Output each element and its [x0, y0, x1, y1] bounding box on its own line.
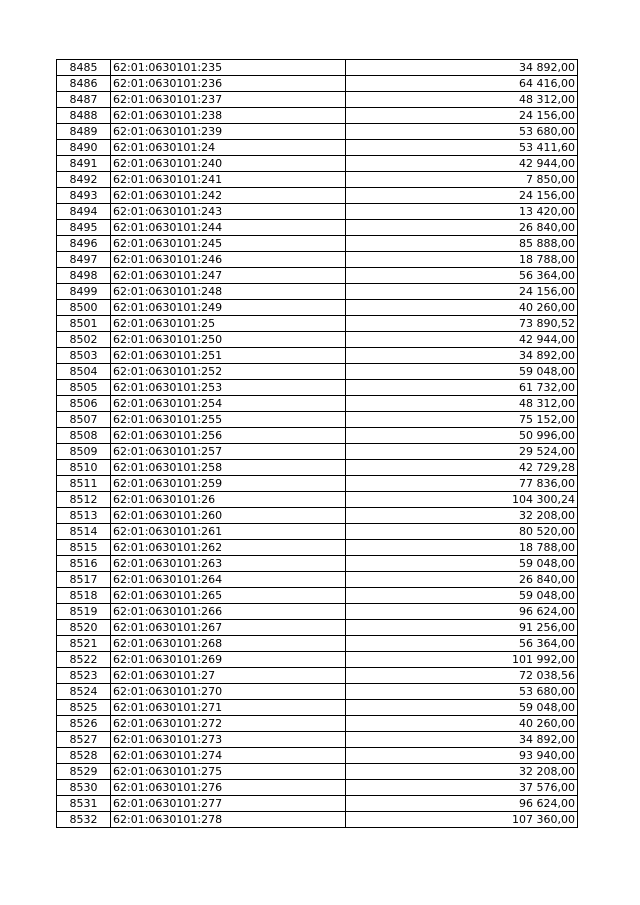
value-cell: 13 420,00	[346, 204, 578, 220]
cadastral-number-cell: 62:01:0630101:240	[111, 156, 346, 172]
table-row	[57, 444, 578, 460]
cadastral-value-table	[56, 59, 578, 828]
value-cell: 48 312,00	[346, 396, 578, 412]
row-number-cell: 8498	[57, 268, 111, 284]
table-row	[57, 716, 578, 732]
table-row	[57, 92, 578, 108]
row-number-cell: 8503	[57, 348, 111, 364]
table-row	[57, 572, 578, 588]
table-row	[57, 428, 578, 444]
table-row	[57, 652, 578, 668]
value-cell: 93 940,00	[346, 748, 578, 764]
table-row	[57, 236, 578, 252]
cadastral-number-cell: 62:01:0630101:276	[111, 780, 346, 796]
document-page	[56, 59, 577, 828]
cadastral-number-cell: 62:01:0630101:243	[111, 204, 346, 220]
value-cell: 53 680,00	[346, 684, 578, 700]
value-cell: 50 996,00	[346, 428, 578, 444]
table-row	[57, 492, 578, 508]
table-row	[57, 60, 578, 76]
value-cell: 42 944,00	[346, 156, 578, 172]
value-cell: 7 850,00	[346, 172, 578, 188]
cadastral-number-cell: 62:01:0630101:256	[111, 428, 346, 444]
cadastral-number-cell: 62:01:0630101:262	[111, 540, 346, 556]
table-row	[57, 396, 578, 412]
row-number-cell: 8488	[57, 108, 111, 124]
value-cell: 34 892,00	[346, 348, 578, 364]
value-cell: 77 836,00	[346, 476, 578, 492]
value-cell: 24 156,00	[346, 108, 578, 124]
row-number-cell: 8497	[57, 252, 111, 268]
table-row	[57, 268, 578, 284]
value-cell: 34 892,00	[346, 60, 578, 76]
row-number-cell: 8514	[57, 524, 111, 540]
value-cell: 96 624,00	[346, 604, 578, 620]
cadastral-number-cell: 62:01:0630101:236	[111, 76, 346, 92]
row-number-cell: 8509	[57, 444, 111, 460]
value-cell: 24 156,00	[346, 284, 578, 300]
cadastral-number-cell: 62:01:0630101:264	[111, 572, 346, 588]
row-number-cell: 8487	[57, 92, 111, 108]
table-row	[57, 380, 578, 396]
row-number-cell: 8494	[57, 204, 111, 220]
value-cell: 80 520,00	[346, 524, 578, 540]
cadastral-number-cell: 62:01:0630101:252	[111, 364, 346, 380]
cadastral-number-cell: 62:01:0630101:235	[111, 60, 346, 76]
cadastral-number-cell: 62:01:0630101:238	[111, 108, 346, 124]
table-row	[57, 748, 578, 764]
row-number-cell: 8512	[57, 492, 111, 508]
row-number-cell: 8523	[57, 668, 111, 684]
table-row	[57, 412, 578, 428]
cadastral-number-cell: 62:01:0630101:260	[111, 508, 346, 524]
table-row	[57, 604, 578, 620]
cadastral-number-cell: 62:01:0630101:274	[111, 748, 346, 764]
table-row	[57, 124, 578, 140]
value-cell: 18 788,00	[346, 252, 578, 268]
table-row	[57, 316, 578, 332]
table-row	[57, 636, 578, 652]
cadastral-number-cell: 62:01:0630101:277	[111, 796, 346, 812]
row-number-cell: 8490	[57, 140, 111, 156]
table-row	[57, 300, 578, 316]
cadastral-number-cell: 62:01:0630101:263	[111, 556, 346, 572]
table-row	[57, 700, 578, 716]
value-cell: 107 360,00	[346, 812, 578, 828]
cadastral-number-cell: 62:01:0630101:268	[111, 636, 346, 652]
table-row	[57, 540, 578, 556]
value-cell: 64 416,00	[346, 76, 578, 92]
cadastral-number-cell: 62:01:0630101:25	[111, 316, 346, 332]
cadastral-number-cell: 62:01:0630101:273	[111, 732, 346, 748]
cadastral-number-cell: 62:01:0630101:237	[111, 92, 346, 108]
value-cell: 42 944,00	[346, 332, 578, 348]
table-row	[57, 204, 578, 220]
cadastral-number-cell: 62:01:0630101:246	[111, 252, 346, 268]
table-row	[57, 364, 578, 380]
cadastral-number-cell: 62:01:0630101:251	[111, 348, 346, 364]
table-row	[57, 684, 578, 700]
cadastral-number-cell: 62:01:0630101:267	[111, 620, 346, 636]
row-number-cell: 8505	[57, 380, 111, 396]
cadastral-number-cell: 62:01:0630101:258	[111, 460, 346, 476]
row-number-cell: 8521	[57, 636, 111, 652]
value-cell: 53 680,00	[346, 124, 578, 140]
table-row	[57, 188, 578, 204]
row-number-cell: 8499	[57, 284, 111, 300]
cadastral-number-cell: 62:01:0630101:255	[111, 412, 346, 428]
row-number-cell: 8525	[57, 700, 111, 716]
cadastral-number-cell: 62:01:0630101:259	[111, 476, 346, 492]
value-cell: 72 038,56	[346, 668, 578, 684]
cadastral-number-cell: 62:01:0630101:261	[111, 524, 346, 540]
cadastral-number-cell: 62:01:0630101:27	[111, 668, 346, 684]
cadastral-number-cell: 62:01:0630101:241	[111, 172, 346, 188]
table-row	[57, 796, 578, 812]
value-cell: 32 208,00	[346, 508, 578, 524]
cadastral-number-cell: 62:01:0630101:257	[111, 444, 346, 460]
cadastral-number-cell: 62:01:0630101:248	[111, 284, 346, 300]
row-number-cell: 8511	[57, 476, 111, 492]
row-number-cell: 8530	[57, 780, 111, 796]
table-row	[57, 524, 578, 540]
value-cell: 104 300,24	[346, 492, 578, 508]
table-row	[57, 76, 578, 92]
cadastral-number-cell: 62:01:0630101:253	[111, 380, 346, 396]
value-cell: 59 048,00	[346, 700, 578, 716]
row-number-cell: 8529	[57, 764, 111, 780]
value-cell: 61 732,00	[346, 380, 578, 396]
value-cell: 48 312,00	[346, 92, 578, 108]
value-cell: 24 156,00	[346, 188, 578, 204]
value-cell: 34 892,00	[346, 732, 578, 748]
row-number-cell: 8518	[57, 588, 111, 604]
value-cell: 26 840,00	[346, 572, 578, 588]
row-number-cell: 8527	[57, 732, 111, 748]
table-row	[57, 172, 578, 188]
row-number-cell: 8496	[57, 236, 111, 252]
row-number-cell: 8519	[57, 604, 111, 620]
table-row	[57, 252, 578, 268]
row-number-cell: 8491	[57, 156, 111, 172]
row-number-cell: 8501	[57, 316, 111, 332]
table-row	[57, 140, 578, 156]
cadastral-number-cell: 62:01:0630101:250	[111, 332, 346, 348]
row-number-cell: 8532	[57, 812, 111, 828]
row-number-cell: 8524	[57, 684, 111, 700]
value-cell: 59 048,00	[346, 556, 578, 572]
table-row	[57, 556, 578, 572]
row-number-cell: 8522	[57, 652, 111, 668]
cadastral-number-cell: 62:01:0630101:242	[111, 188, 346, 204]
value-cell: 96 624,00	[346, 796, 578, 812]
value-cell: 40 260,00	[346, 716, 578, 732]
table-row	[57, 668, 578, 684]
cadastral-number-cell: 62:01:0630101:266	[111, 604, 346, 620]
value-cell: 73 890,52	[346, 316, 578, 332]
row-number-cell: 8520	[57, 620, 111, 636]
table-body	[57, 60, 578, 828]
value-cell: 59 048,00	[346, 364, 578, 380]
cadastral-number-cell: 62:01:0630101:254	[111, 396, 346, 412]
row-number-cell: 8516	[57, 556, 111, 572]
cadastral-number-cell: 62:01:0630101:271	[111, 700, 346, 716]
cadastral-number-cell: 62:01:0630101:278	[111, 812, 346, 828]
cadastral-number-cell: 62:01:0630101:265	[111, 588, 346, 604]
cadastral-number-cell: 62:01:0630101:245	[111, 236, 346, 252]
cadastral-number-cell: 62:01:0630101:275	[111, 764, 346, 780]
cadastral-number-cell: 62:01:0630101:247	[111, 268, 346, 284]
row-number-cell: 8493	[57, 188, 111, 204]
table-row	[57, 460, 578, 476]
cadastral-number-cell: 62:01:0630101:270	[111, 684, 346, 700]
value-cell: 18 788,00	[346, 540, 578, 556]
value-cell: 40 260,00	[346, 300, 578, 316]
value-cell: 101 992,00	[346, 652, 578, 668]
row-number-cell: 8528	[57, 748, 111, 764]
value-cell: 56 364,00	[346, 268, 578, 284]
row-number-cell: 8495	[57, 220, 111, 236]
value-cell: 32 208,00	[346, 764, 578, 780]
row-number-cell: 8506	[57, 396, 111, 412]
row-number-cell: 8526	[57, 716, 111, 732]
cadastral-number-cell: 62:01:0630101:249	[111, 300, 346, 316]
row-number-cell: 8508	[57, 428, 111, 444]
table-row	[57, 764, 578, 780]
table-row	[57, 732, 578, 748]
row-number-cell: 8502	[57, 332, 111, 348]
value-cell: 91 256,00	[346, 620, 578, 636]
row-number-cell: 8486	[57, 76, 111, 92]
row-number-cell: 8500	[57, 300, 111, 316]
value-cell: 59 048,00	[346, 588, 578, 604]
row-number-cell: 8510	[57, 460, 111, 476]
value-cell: 37 576,00	[346, 780, 578, 796]
row-number-cell: 8517	[57, 572, 111, 588]
value-cell: 56 364,00	[346, 636, 578, 652]
row-number-cell: 8507	[57, 412, 111, 428]
row-number-cell: 8531	[57, 796, 111, 812]
table-row	[57, 780, 578, 796]
row-number-cell: 8489	[57, 124, 111, 140]
value-cell: 26 840,00	[346, 220, 578, 236]
value-cell: 42 729,28	[346, 460, 578, 476]
row-number-cell: 8485	[57, 60, 111, 76]
table-row	[57, 284, 578, 300]
row-number-cell: 8492	[57, 172, 111, 188]
value-cell: 85 888,00	[346, 236, 578, 252]
cadastral-number-cell: 62:01:0630101:244	[111, 220, 346, 236]
value-cell: 75 152,00	[346, 412, 578, 428]
cadastral-number-cell: 62:01:0630101:26	[111, 492, 346, 508]
table-row	[57, 220, 578, 236]
cadastral-number-cell: 62:01:0630101:269	[111, 652, 346, 668]
value-cell: 29 524,00	[346, 444, 578, 460]
row-number-cell: 8504	[57, 364, 111, 380]
table-row	[57, 812, 578, 828]
cadastral-number-cell: 62:01:0630101:239	[111, 124, 346, 140]
table-row	[57, 156, 578, 172]
table-row	[57, 508, 578, 524]
table-row	[57, 620, 578, 636]
table-row	[57, 476, 578, 492]
value-cell: 53 411,60	[346, 140, 578, 156]
row-number-cell: 8515	[57, 540, 111, 556]
cadastral-number-cell: 62:01:0630101:24	[111, 140, 346, 156]
table-row	[57, 332, 578, 348]
cadastral-number-cell: 62:01:0630101:272	[111, 716, 346, 732]
row-number-cell: 8513	[57, 508, 111, 524]
table-row	[57, 348, 578, 364]
table-row	[57, 588, 578, 604]
table-row	[57, 108, 578, 124]
